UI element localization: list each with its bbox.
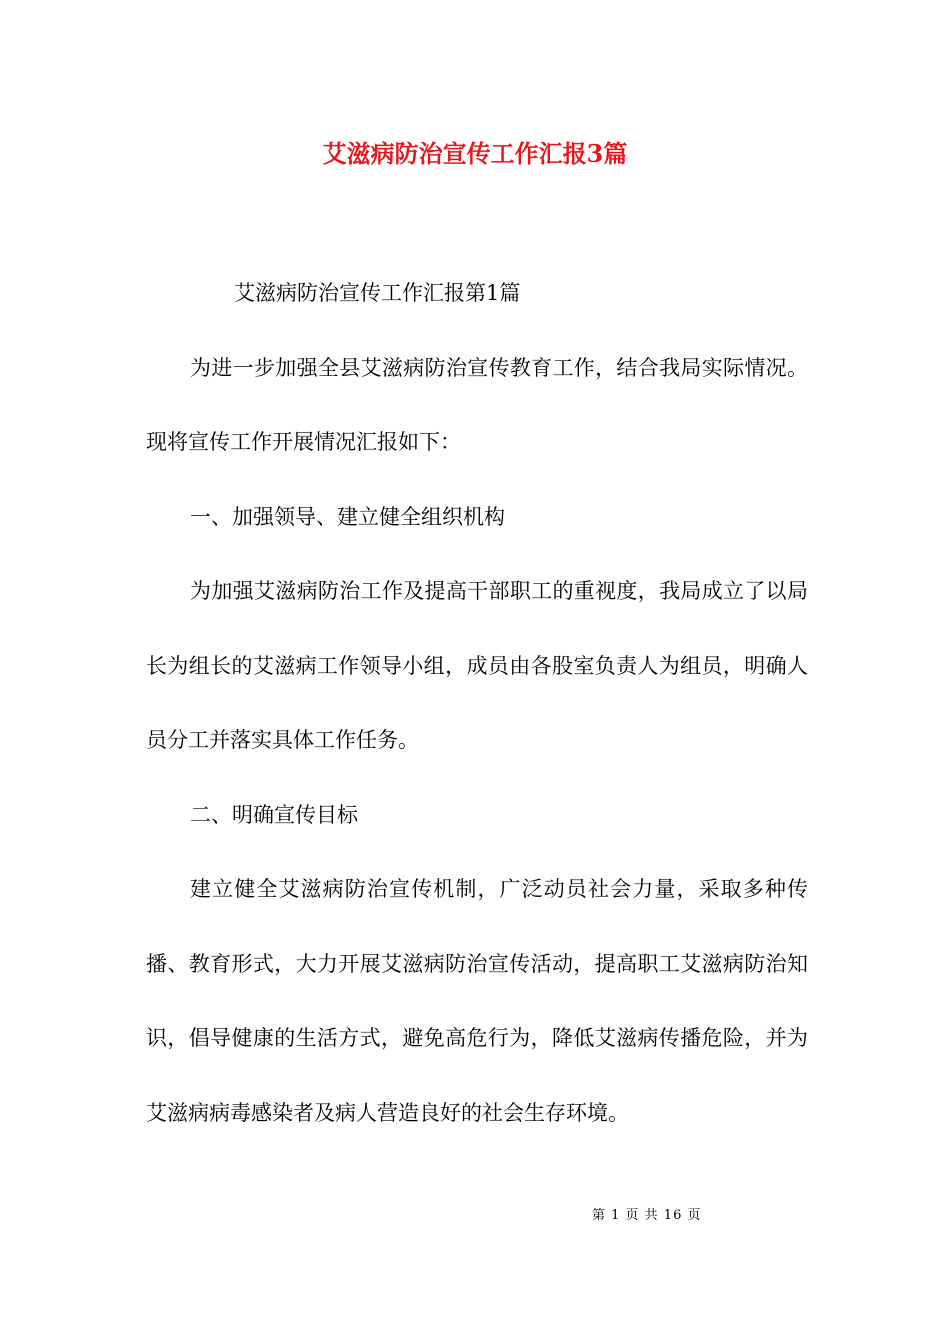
page-footer: 第 1 页 共 16 页 (592, 1208, 702, 1223)
document-title: 艾滋病防治宣传工作汇报3篇 (322, 139, 628, 168)
paragraph-intro: 为进一步加强全县艾滋病防治宣传教育工作，结合我局实际情况。现将宣传工作开展情况汇报如下： (146, 355, 808, 454)
heading-section-1: 一、加强领导、建立健全组织机构 (190, 504, 505, 529)
heading-section-2: 二、明确宣传目标 (190, 802, 358, 827)
paragraph-section-1: 为加强艾滋病防治工作及提高干部职工的重视度，我局成立了以局长为组长的艾滋病工作领导小组，成员由各股室负责人为组员，明确人员分工并落实具体工作任务。 (146, 579, 808, 752)
section-subtitle: 艾滋病防治宣传工作汇报第1篇 (234, 281, 521, 305)
document-body (146, 256, 808, 1150)
paragraph-section-2: 建立健全艾滋病防治宣传机制，广泛动员社会力量，采取多种传播、教育形式，大力开展艾滋病防治宣传活动，提高职工艾滋病防治知识，倡导健康的生活方式，避免高危行为，降低艾滋病传播危险，并为艾滋病病毒感染者及病人营造良好的社会生存环境。 (146, 877, 808, 1125)
